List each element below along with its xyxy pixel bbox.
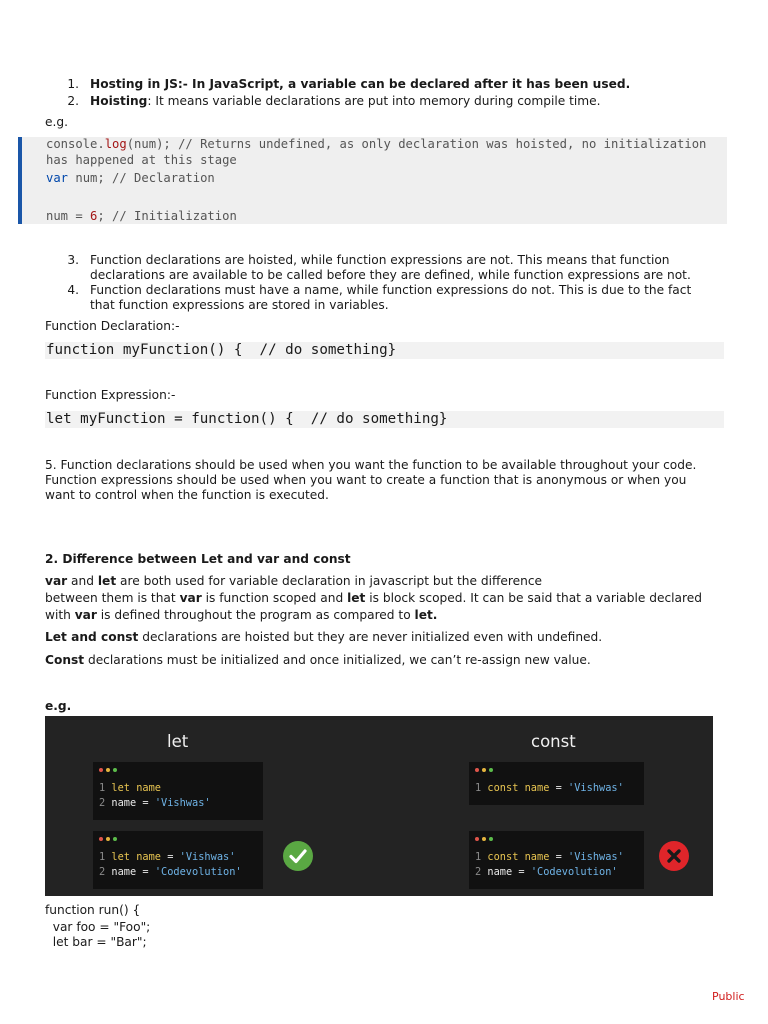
paragraph-line: 5. Function declarations should be used when you want the function to be available throughout your code.: [45, 458, 697, 472]
paragraph-line: Function expressions should be used when you want to create a function that is anonymous or when you: [45, 473, 687, 487]
list-text-bold: Hosting in JS:- In JavaScript, a variable can be declared after it has been used.: [90, 77, 631, 91]
code-line: console.log(num); // Returns undefined, as only declaration was hoisted, no initialization: [46, 137, 707, 151]
list-number: 4.: [67, 283, 79, 297]
code-line: 2 name = 'Vishwas': [99, 797, 211, 809]
code-card: [469, 831, 644, 889]
list-text: that function expressions are stored in variables.: [90, 298, 389, 312]
code-line: 1 let name = 'Vishwas': [99, 851, 236, 863]
window-dot-icon: [489, 837, 493, 841]
check-circle-icon: [283, 841, 313, 871]
code-line: var num; // Declaration: [46, 171, 215, 185]
function-expression-label: Function Expression:-: [45, 388, 176, 402]
paragraph-line: between them is that var is function scoped and let is block scoped. It can be said that a variable declared: [45, 591, 702, 605]
paragraph-line: with var is defined throughout the program as compared to let.: [45, 608, 438, 622]
classification-label: Public: [712, 990, 745, 1003]
hoisting-list: [45, 253, 745, 315]
code-line: 1 const name = 'Vishwas': [475, 782, 624, 794]
paragraph-let-const: Let and const declarations are hoisted but they are never initialized even with undefined.: [45, 630, 603, 644]
list-text: Function declarations must have a name, while function expressions do not. This is due to the fact: [90, 283, 692, 297]
list-number: 3.: [67, 253, 79, 267]
code-line: function run() {: [45, 903, 141, 917]
eg-label: e.g.: [45, 699, 72, 713]
code-card: [93, 762, 263, 820]
list-number: 2.: [67, 94, 79, 108]
let-const-illustration: [45, 716, 713, 896]
paragraph-line: want to control when the function is executed.: [45, 488, 329, 502]
section-heading: 2. Difference between Let and var and const: [45, 552, 351, 566]
window-dot-icon: [106, 768, 110, 772]
list-text-bold: Hoisting: [90, 94, 148, 108]
window-dot-icon: [113, 768, 117, 772]
window-dot-icon: [482, 768, 486, 772]
window-dot-icon: [489, 768, 493, 772]
window-dot-icon: [106, 837, 110, 841]
code-line: num = 6; // Initialization: [46, 209, 237, 223]
point-5: [45, 458, 745, 504]
code-line: 1 const name = 'Vishwas': [475, 851, 624, 863]
window-dot-icon: [482, 837, 486, 841]
function-declaration-label: Function Declaration:-: [45, 319, 180, 333]
window-dot-icon: [99, 768, 103, 772]
paragraph-const: Const declarations must be initialized and once initialized, we can’t re-assign new value.: [45, 653, 591, 667]
list-item: [45, 253, 745, 284]
code-line: 1 let name: [99, 782, 162, 794]
list-text: Function declarations are hoisted, while function expressions are not. This means that function: [90, 253, 670, 267]
list-item: [45, 94, 745, 110]
window-dot-icon: [113, 837, 117, 841]
list-number: 1.: [67, 77, 79, 91]
function-declaration-code: function myFunction() { // do something}: [45, 342, 724, 359]
list-text: declarations are available to be called before they are defined, while function expressions are not.: [90, 268, 691, 282]
x-circle-icon: [659, 841, 689, 871]
const-title: const: [531, 732, 576, 751]
eg-label: e.g.: [45, 115, 68, 129]
code-card: [469, 762, 644, 805]
code-line: 2 name = 'Codevolution': [475, 866, 618, 878]
list-text: : It means variable declarations are put into memory during compile time.: [147, 94, 601, 108]
code-line: has happened at this stage: [46, 153, 237, 167]
code-card: [93, 831, 263, 889]
code-line: let bar = "Bar";: [45, 935, 147, 949]
intro-list: [45, 77, 745, 109]
run-code-snippet: [45, 903, 345, 953]
window-dot-icon: [475, 837, 479, 841]
window-dot-icon: [475, 768, 479, 772]
window-dot-icon: [99, 837, 103, 841]
code-block: [18, 137, 727, 224]
list-item: [45, 283, 745, 314]
paragraph-var-let: [45, 574, 745, 624]
list-item: [45, 77, 745, 93]
code-line: var foo = "Foo";: [45, 920, 151, 934]
let-title: let: [167, 732, 189, 751]
paragraph-line: var and let are both used for variable declaration in javascript but the difference: [45, 574, 543, 588]
code-line: 2 name = 'Codevolution': [99, 866, 242, 878]
function-expression-code: let myFunction = function() { // do something}: [45, 411, 724, 428]
